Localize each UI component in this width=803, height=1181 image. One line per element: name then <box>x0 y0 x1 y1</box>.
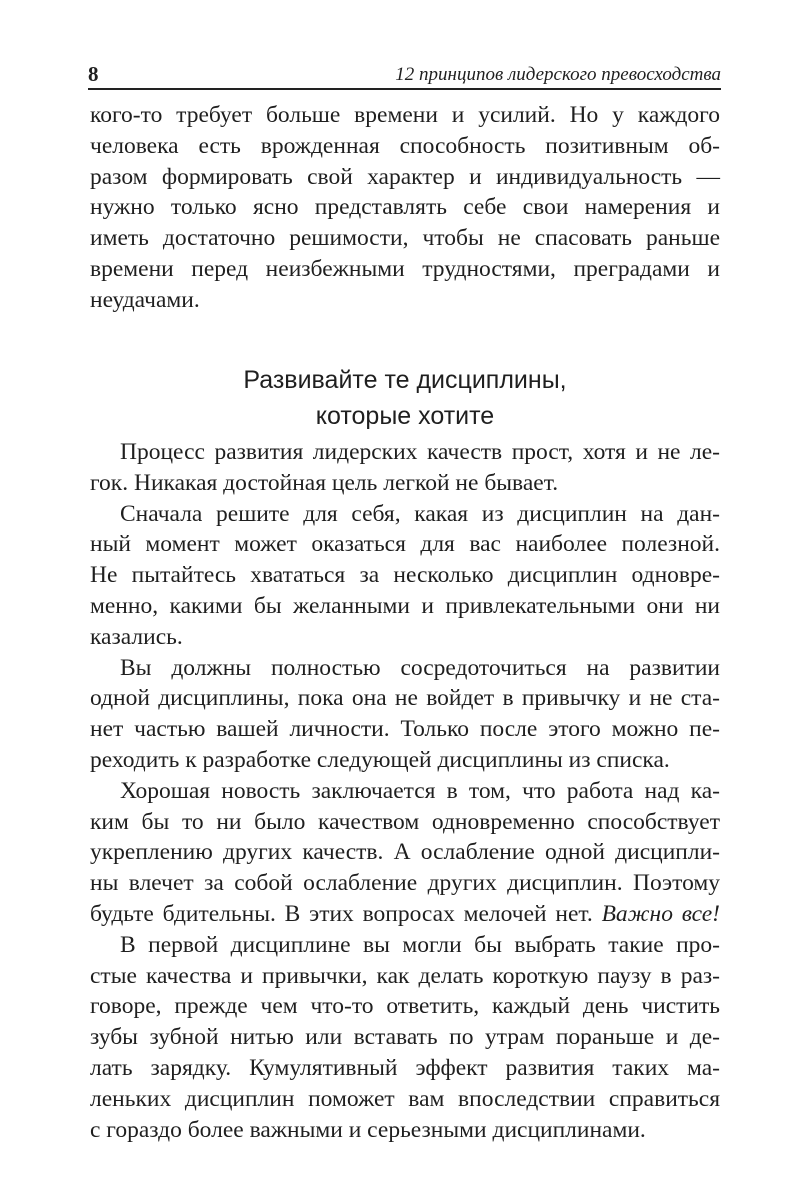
paragraph <box>90 930 720 1146</box>
text-line: Хорошая новость заключается в том, что работа над ка- <box>120 777 720 804</box>
text-line: стые качества и привычки, как делать короткую паузу в раз- <box>90 962 720 989</box>
paragraph <box>90 776 720 930</box>
paragraph <box>90 653 720 776</box>
intro-paragraph <box>90 100 720 316</box>
section-heading-line-1: Развивайте те дисциплины, <box>243 366 567 394</box>
text-line: Сначала решите для себя, какая из дисциплин на дан- <box>120 500 720 527</box>
running-header <box>88 60 721 90</box>
text-line: ный момент может оказаться для вас наиболее полезной. <box>90 531 720 558</box>
text-line: гок. Никакая достойная цель легкой не бывает. <box>90 469 559 496</box>
text-line: иметь достаточно решимости, чтобы не спасовать раньше <box>90 225 720 252</box>
text-line: казались. <box>90 623 183 650</box>
text-line: нет частью вашей личности. Только после этого можно пе- <box>90 716 720 743</box>
text-line: менно, какими бы желанными и привлекательными они ни <box>90 592 720 619</box>
text-line: лать зарядку. Кумулятивный эффект развития таких ма- <box>90 1054 720 1081</box>
text-line: зубы зубной нитью или вставать по утрам пораньше и де- <box>90 1024 720 1051</box>
emphasis-text: Важно все! <box>601 900 721 927</box>
text-line: леньких дисциплин поможет вам впоследствии справиться <box>90 1085 720 1112</box>
text-line: с гораздо более важными и серьезными дисциплинами. <box>90 1116 646 1143</box>
section-heading <box>90 362 720 434</box>
text-line: говоре, прежде чем что-то ответить, каждый день чистить <box>90 993 720 1020</box>
text-line: кого-то требует больше времени и усилий. Но у каждого <box>90 102 720 128</box>
page-number: 8 <box>88 62 99 86</box>
text-line: Вы должны полностью сосредоточиться на развитии <box>120 654 720 681</box>
text-line: ны влечет за собой ослабление других дисциплин. Поэтому <box>90 870 720 897</box>
text-line: неудачами. <box>90 286 200 313</box>
section-body <box>90 437 720 1145</box>
text-line: реходить к разработке следующей дисциплины из списка. <box>90 746 670 773</box>
running-title: 12 принципов лидерского превосходства <box>395 64 721 85</box>
text-line: одной дисциплины, пока она не войдет в привычку и не ста- <box>90 685 720 712</box>
paragraph <box>90 437 720 499</box>
text-line: времени перед неизбежными трудностями, преградами и <box>90 255 720 282</box>
text-line: Не пытайтесь хвататься за несколько дисциплин одновре- <box>90 562 720 589</box>
text-line: укреплению других качеств. А ослабление одной дисципли- <box>90 839 720 866</box>
text-line: ким бы то ни было качеством одновременно способствует <box>90 808 720 835</box>
text-line: человека есть врожденная способность позитивным об- <box>90 132 720 159</box>
text-line: В первой дисциплине вы могли бы выбрать такие про- <box>120 931 720 958</box>
text-line: Процесс развития лидерских качеств прост, хотя и не ле- <box>120 439 720 465</box>
text-line: разом формировать свой характер и индивидуальность — <box>90 163 720 190</box>
text-line: нужно только ясно представлять себе свои намерения и <box>90 194 720 221</box>
text-line <box>90 899 720 930</box>
section-heading-line-2: которые хотите <box>315 402 495 430</box>
paragraph <box>90 499 720 653</box>
line-text: будьте бдительны. В этих вопросах мелочей нет. <box>90 900 593 927</box>
